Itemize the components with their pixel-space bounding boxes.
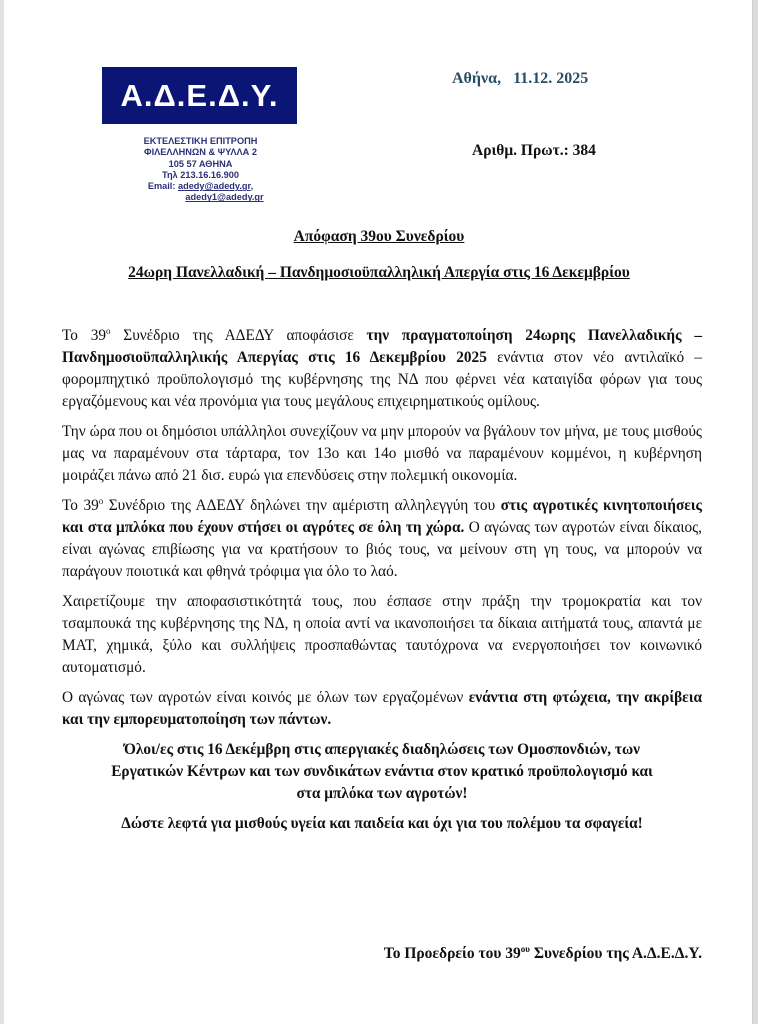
bold-text: την πραγματοποίηση 24ωρης Πανελλαδικής – Πανδημοσιοϋπαλληλικής Απεργίας στις 16 Δεκεμβρίου 2025: [62, 327, 702, 366]
signature: [384, 944, 702, 963]
ordinal-superscript: ο: [98, 495, 104, 506]
paragraph-2: Την ώρα που οι δημόσιοι υπάλληλοι συνεχίζουν να μην μπορούν να βγάλουν τον μήνα, με τους μισθούς μας να παραμένουν στα τάρταρα, τον 13ο και 14ο μισθό να παραμένουν κομμένοι, η κυβέρνηση μοιράζει πάνω από 21 δισ. ευρώ για επενδύσεις στην πολεμική οικονομία.: [62, 423, 702, 484]
contact-email-line: [118, 181, 283, 192]
text-run: ενάντια στον νέο αντιλαϊκό – φορομπηχτικό προϋπολογισμό της κυβέρνησης της ΝΔ που φέρνει νέα καταιγίδα φόρων για τους εργαζόμενους και νέα προνόμια για τους μεγάλους επιχειρηματικούς ομίλους.: [62, 349, 702, 410]
ordinal-superscript: ο: [106, 325, 111, 336]
text-run: Το 39: [62, 327, 107, 344]
page-edge-right: [752, 0, 758, 1024]
contact-committee: ΕΚΤΕΛΕΣΤΙΚΗ ΕΠΙΤΡΟΠΗ: [143, 136, 258, 146]
bold-text: ενάντια στη φτώχεια, την ακρίβεια και την εμπορευματοποίηση των πάντων.: [62, 689, 702, 728]
ordinal-superscript: ου: [520, 944, 530, 954]
contact-phone: Τηλ 213.16.16.900: [162, 169, 239, 180]
contact-email-line-2: [118, 192, 283, 203]
adedy-logo: [102, 67, 297, 124]
cta-line-3: στα μπλόκα των αγροτών!: [296, 785, 468, 802]
paragraph-5: [62, 687, 702, 731]
paragraph-1: [62, 325, 702, 413]
page-edge-left: [0, 0, 4, 1024]
cta-line-2: Εργατικών Κέντρων και των συνδικάτων ενάντια στον κρατικό προϋπολογισμό και: [111, 763, 653, 780]
text-run: Συνέδριο της ΑΔΕΔΥ αποφάσισε: [110, 327, 367, 344]
closing-slogan: Δώστε λεφτά για μισθούς υγεία και παιδεία και όχι για του πολέμου τα σφαγεία!: [121, 815, 643, 832]
call-to-action: [62, 739, 702, 805]
protocol-number: Αριθμ. Πρωτ.: 384: [472, 142, 596, 159]
text-run: Συνεδρίου της Α.Δ.Ε.Δ.Υ.: [529, 945, 702, 963]
text-run: Το Προεδρείο του 39: [383, 945, 521, 963]
logo-text: Α.Δ.Ε.Δ.Υ.: [120, 77, 279, 113]
paragraph-4: Χαιρετίζουμε την αποφασιστικότητά τους, που έσπασε στην πράξη την τρομοκρατία και τον τσαμπουκά της κυβέρνησης της ΝΔ, η οποία αντί να ικανοποιήσει τα δίκαια αιτήματά τους, απαντά με ΜΑΤ, χημικά, ξύλο και συλλήψεις προσπαθώντας ταυτόχρονα να ενεργοποιήσει τον κοινωνικό αυτοματισμό.: [62, 593, 702, 676]
text-run: Συνέδριο της ΑΔΕΔΥ δηλώνει την αμέριστη αλληλεγγύη του: [103, 497, 501, 514]
contact-block: [118, 136, 283, 204]
bold-text: στις αγροτικές κινητοποιήσεις και στα μπλόκα που έχουν στήσει οι αγρότες σε όλη τη χώρα.: [62, 497, 702, 536]
text-run: Ο αγώνας των αγροτών είναι δίκαιος, είναι αγώνας επιβίωσης για να κρατήσουν το βιός τους, να μείνουν στη γη τους, να μπορούν να παράγουν ποιοτικά και φθηνά τρόφιμα για όλο το λαό.: [62, 519, 702, 580]
email-separator: ,: [250, 181, 254, 192]
email-label: Email:: [147, 181, 178, 192]
cta-line-1: Όλοι/ες στις 16 Δεκέμβρη στις απεργιακές διαδηλώσεις των Ομοσπονδιών, των: [123, 741, 641, 758]
email-link-1[interactable]: adedy@adedy.gr: [177, 181, 251, 192]
document-title: Απόφαση 39ου Συνεδρίου: [293, 228, 465, 245]
document-subtitle: 24ωρη Πανελλαδική – Πανδημοσιοϋπαλληλική Απεργία στις 16 Δεκεμβρίου: [128, 264, 630, 281]
email-link-2[interactable]: adedy1@adedy.gr: [185, 192, 264, 203]
contact-address: ΦΙΛΕΛΛΗΝΩΝ & ΨΥΛΛΑ 2: [144, 147, 257, 158]
document-date: Αθήνα, 11.12. 2025: [452, 70, 589, 87]
paragraph-3: [62, 495, 702, 583]
contact-postcode: 105 57 ΑΘΗΝΑ: [168, 158, 233, 169]
text-run: Το 39: [62, 497, 99, 514]
document-body: [62, 325, 702, 843]
text-run: Ο αγώνας των αγροτών είναι κοινός με όλων των εργαζομένων: [62, 689, 469, 706]
